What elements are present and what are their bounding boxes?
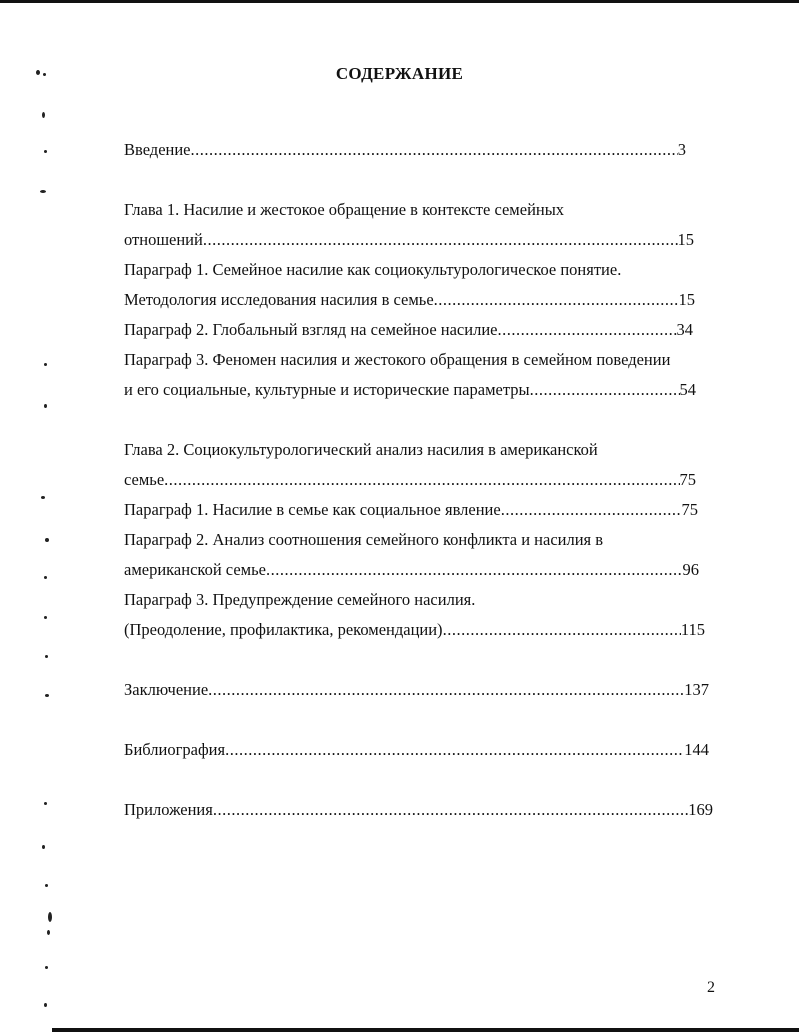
toc-entry-text: (Преодоление, профилактика, рекомендации) (124, 620, 443, 639)
speck (44, 1003, 47, 1007)
toc-leader-dots (191, 140, 678, 160)
toc-leader-dots (266, 560, 683, 580)
toc-entry (124, 290, 695, 310)
page-number: 2 (707, 979, 715, 996)
toc-leader-dots (530, 380, 680, 400)
toc-entry-text: Глава 2. Социокультурологический анализ насилия в американской (124, 440, 598, 459)
speck (44, 150, 47, 153)
toc-entry-page: 137 (684, 680, 709, 699)
toc-entry-text: Заключение (124, 680, 209, 699)
toc-leader-dots (443, 620, 681, 640)
toc-entry-text: Библиография (124, 740, 226, 759)
toc-leader-dots (203, 230, 678, 250)
toc-entry-text: американской семье (124, 560, 266, 579)
toc-leader-dots (208, 680, 684, 700)
toc-entry (124, 380, 696, 400)
speck (42, 845, 45, 849)
toc-entry-page: 169 (688, 800, 713, 819)
toc-entry-text: Глава 1. Насилие и жестокое обращение в контексте семейных (124, 200, 565, 219)
speck (44, 616, 47, 619)
toc-entry (124, 620, 705, 640)
speck (47, 930, 50, 935)
scan-bottom-border (52, 1028, 799, 1032)
toc-entry (124, 320, 693, 340)
toc-entry (124, 680, 709, 700)
speck (45, 538, 49, 542)
toc-entry-text: и его социальные, культурные и исторические параметры (124, 380, 530, 399)
toc-entry (124, 590, 475, 610)
toc-leader-dots (497, 320, 676, 340)
toc-entry-text: Приложения (124, 800, 213, 819)
toc-entry-text: Введение (124, 140, 191, 159)
toc-entry-page: 96 (682, 560, 699, 579)
speck (42, 112, 45, 118)
toc-entry-page: 15 (677, 230, 694, 249)
toc-entry (124, 350, 670, 370)
toc-entry-text: семье (124, 470, 165, 489)
toc-entry (124, 560, 699, 580)
toc-entry-page: 75 (679, 470, 696, 489)
toc-entry-page: 54 (679, 380, 696, 399)
toc-entry (124, 530, 603, 550)
toc-leader-dots (501, 500, 682, 520)
toc-entry-page: 75 (681, 500, 698, 519)
toc-entry (124, 740, 709, 760)
toc-leader-dots (434, 290, 679, 310)
speck (45, 884, 48, 887)
speck (45, 966, 48, 969)
toc-entry-text: Параграф 2. Глобальный взгляд на семейное насилие (124, 320, 498, 339)
toc-entry (124, 200, 564, 220)
toc-entry-text: Параграф 1. Семейное насилие как социокультурологическое понятие. (124, 260, 622, 279)
speck (44, 576, 47, 579)
toc-entry (124, 260, 621, 280)
toc-entry (124, 800, 713, 820)
toc-entry (124, 440, 598, 460)
page-title: СОДЕРЖАНИЕ (335, 64, 464, 83)
toc-entry (124, 500, 698, 520)
toc-entry-page: 34 (676, 320, 693, 339)
speck (36, 70, 40, 75)
toc-entry-page: 144 (684, 740, 709, 759)
toc-entry-text: Параграф 3. Предупреждение семейного насилия. (124, 590, 476, 609)
scan-top-border (0, 0, 799, 3)
toc-entry-text: Параграф 2. Анализ соотношения семейного конфликта и насилия в (124, 530, 604, 549)
toc-entry-page: 115 (680, 620, 705, 639)
speck (45, 694, 49, 697)
toc-entry-text: Параграф 1. Насилие в семье как социальное явление (124, 500, 501, 519)
toc-entry (124, 470, 696, 490)
toc-leader-dots (164, 470, 679, 490)
toc-entry-text: отношений (124, 230, 203, 249)
speck (40, 190, 46, 193)
toc-leader-dots (213, 800, 688, 820)
toc-entry (124, 230, 694, 250)
speck (48, 912, 52, 922)
speck (44, 404, 47, 408)
speck (43, 73, 46, 76)
speck (44, 363, 47, 366)
speck (41, 496, 45, 499)
toc-entry-text: Параграф 3. Феномен насилия и жестокого обращения в семейном поведении (124, 350, 671, 369)
toc-entry-page: 3 (677, 140, 686, 159)
speck (45, 655, 48, 658)
toc-entry-page: 15 (678, 290, 695, 309)
toc-leader-dots (225, 740, 684, 760)
speck (44, 802, 47, 805)
toc-entry (124, 140, 686, 160)
toc-entry-text: Методология исследования насилия в семье (124, 290, 434, 309)
